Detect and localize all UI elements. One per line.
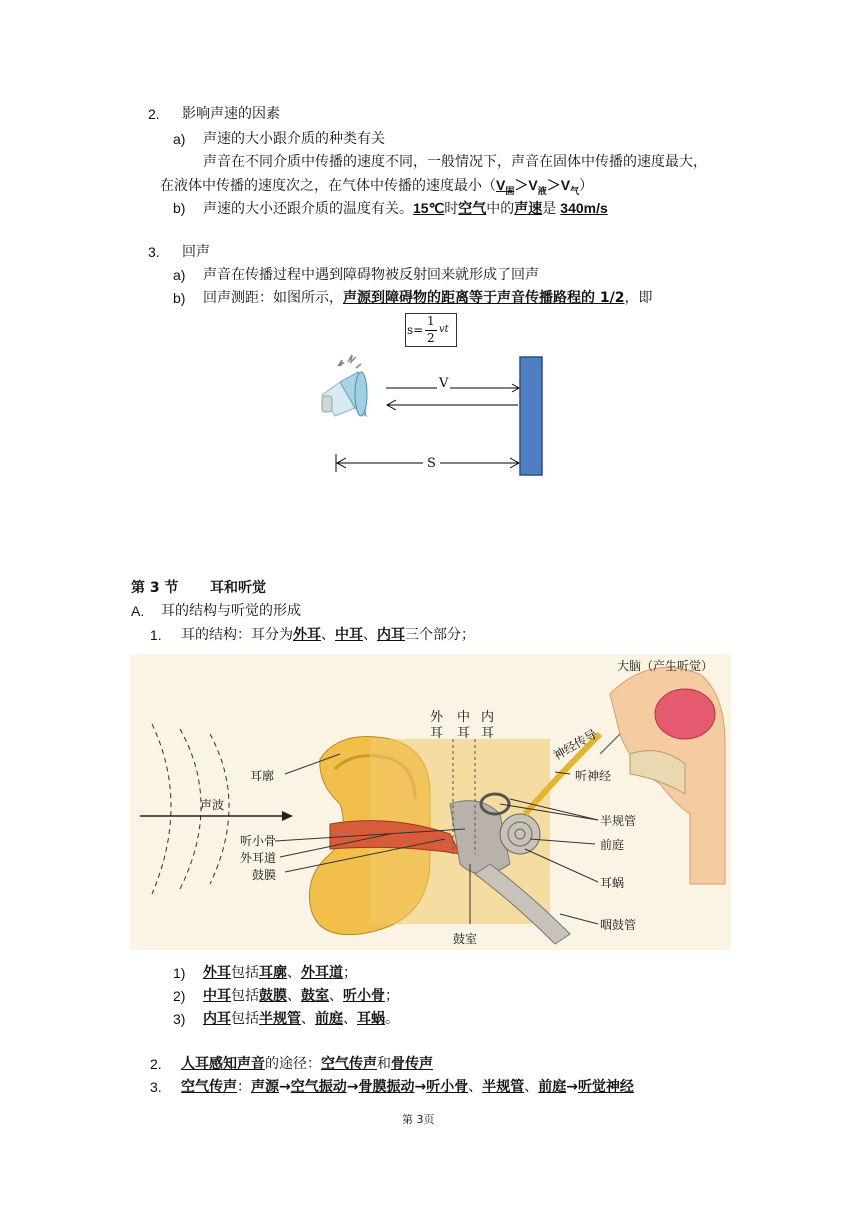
gt-sign: ＞: [514, 178, 529, 194]
ear-diagram: [130, 654, 731, 950]
v-liquid: $V_液$: [528, 177, 547, 196]
sub-item-text: [203, 199, 608, 218]
label-nerve-conduction: 神经传导: [551, 726, 600, 763]
label-v: V: [439, 376, 449, 391]
list-mark: 1): [173, 965, 186, 981]
ear-structure-line: 耳的结构：耳分为外耳、中耳、内耳三个部分；: [181, 627, 475, 643]
formula-numerator: 1: [427, 314, 435, 328]
item-number: 1.: [150, 627, 162, 643]
label-s: S: [423, 455, 440, 473]
speed-value: 340m/s: [560, 200, 608, 216]
formula-s: s=: [407, 323, 424, 337]
label-ossicles: 听小骨: [240, 834, 277, 848]
label-inner-ear: 内耳: [481, 710, 495, 741]
sub-mark: b): [173, 200, 186, 216]
formula-box: [405, 313, 457, 347]
text: 在液体中传播的速度次之，在气体中传播的速度最小（: [160, 178, 496, 194]
label-eardrum: 鼓膜: [252, 868, 277, 882]
sub-item-text: [203, 289, 652, 307]
label-middle-ear: 中耳: [457, 710, 471, 741]
paragraph-line: [160, 176, 593, 200]
text: ，即: [624, 290, 653, 306]
label-semicircular-canals: 半规管: [600, 814, 637, 828]
air-conduction-line: 空气传声：声源→空气振动→骨膜振动→听小骨、半规管、前庭→听觉神经: [181, 1079, 634, 1095]
speaker-icon: [322, 355, 367, 416]
obstacle-wall: [520, 357, 542, 475]
item-number: 3.: [148, 244, 160, 260]
list-item-outer-ear: 外耳包括耳廓、外耳道；: [203, 965, 357, 981]
text: 声速的大小还跟介质的温度有关。: [203, 201, 413, 217]
section-number: 第 3 节: [131, 580, 179, 596]
list-mark: 3): [173, 1011, 186, 1027]
heading-echo: 回声: [182, 244, 210, 260]
temp-value: 15℃: [413, 200, 445, 216]
label-sound-wave: 声波: [200, 798, 225, 812]
text: 中的: [486, 201, 515, 217]
sub-mark: b): [173, 290, 186, 306]
item-number: 3.: [150, 1079, 162, 1095]
list-mark: 2): [173, 988, 186, 1004]
echo-rule: 声源到障碍物的距离等于声音传播路程的 1/2: [343, 290, 625, 306]
sub-mark: a): [173, 267, 186, 283]
label-tympanic-cavity: 鼓室: [453, 932, 478, 946]
page-number: 第 3页: [402, 1113, 435, 1126]
sub-item-text: 声速的大小跟介质的种类有关: [203, 131, 385, 147]
text: 是: [542, 201, 557, 217]
label-ear-canal: 外耳道: [240, 851, 277, 865]
subsection-title: 耳的结构与听觉的形成: [161, 603, 301, 619]
label-eustachian-tube: 咽鼓管: [600, 918, 637, 932]
label-cochlea: 耳蜗: [600, 876, 625, 890]
text: 时: [444, 201, 459, 217]
middle-ear-term: 中耳: [335, 627, 363, 643]
v-gas: $V_气$: [560, 177, 580, 196]
v-solid: $V_固$: [496, 177, 515, 196]
gt-sign: ＞: [546, 178, 561, 194]
outer-ear-term: 外耳: [293, 627, 321, 643]
formula-denominator: 2: [427, 331, 435, 345]
inner-ear-term: 内耳: [377, 627, 405, 643]
speed-term: 声速: [514, 201, 543, 217]
label-auditory-nerve: 听神经: [575, 769, 612, 783]
label-outer-ear: 外耳: [430, 710, 444, 741]
label-auricle: 耳廓: [250, 769, 275, 783]
item-number: 2.: [150, 1056, 162, 1072]
list-item-inner-ear: 内耳包括半规管、前庭、耳蜗。: [203, 1011, 399, 1027]
hearing-path-line: 人耳感知声音的途径：空气传声和骨传声: [181, 1056, 433, 1072]
paragraph-line: 声音在不同介质中传播的速度不同，一般情况下，声音在固体中传播的速度最大，: [203, 154, 707, 170]
heading-sound-speed-factors: 影响声速的因素: [182, 106, 280, 122]
sub-item-text: 声音在传播过程中遇到障碍物被反射回来就形成了回声: [203, 267, 539, 283]
text: ）: [579, 178, 594, 194]
air-term: 空气: [458, 201, 487, 217]
sub-mark: a): [173, 131, 186, 147]
sub-mark: A.: [131, 603, 145, 619]
formula-vt: vt: [439, 324, 449, 335]
text: 耳的结构：耳分为: [181, 627, 293, 643]
label-vestibule: 前庭: [600, 838, 625, 852]
text: 回声测距：如图所示，: [203, 290, 343, 306]
list-item-middle-ear: 中耳包括鼓膜、鼓室、听小骨；: [203, 988, 399, 1004]
section-title: 耳和听觉: [210, 580, 266, 596]
item-number: 2.: [148, 106, 160, 122]
label-brain: 大脑（产生听觉）: [617, 659, 714, 673]
